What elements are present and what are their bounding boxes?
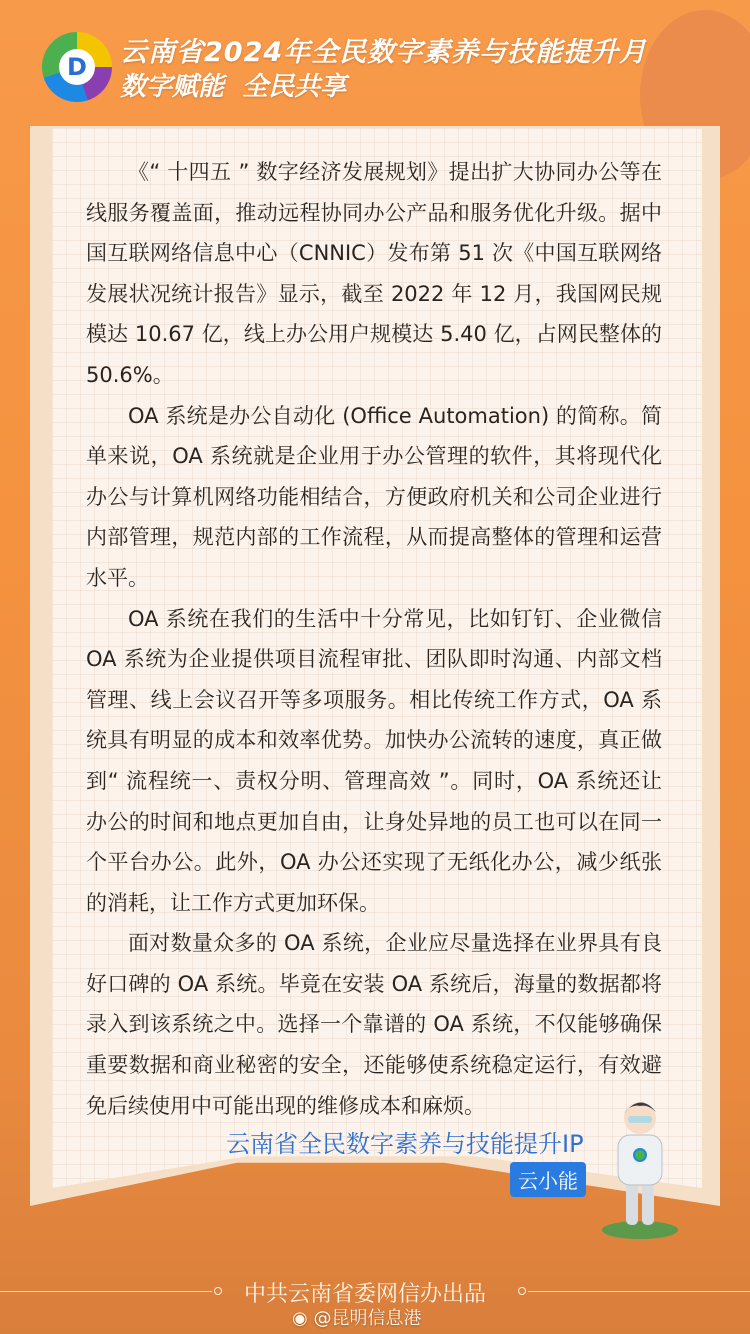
mascot-name-badge: 云小能 bbox=[510, 1162, 586, 1197]
weibo-watermark bbox=[292, 1304, 421, 1330]
publisher-credit: 中共云南省委网信办出品 bbox=[244, 1282, 487, 1307]
paragraph: OA 系统是办公自动化 (Office Automation) 的简称。简单来说，OA 系统就是企业用于办公管理的软件，其将现代化办公与计算机网络功能相结合，方便政府机关和公司企业进行内部管理，规范内部的工作流程，从而提高整体的管理和运营水平。 bbox=[86, 403, 662, 590]
page-title: 云南省2024年全民数字素养与技能提升月 bbox=[120, 37, 648, 68]
article-body bbox=[86, 152, 662, 1126]
paragraph: 《“ 十四五 ” 数字经济发展规划》提出扩大协同办公等在线服务覆盖面，推动远程协同办公产品和服务优化升级。据中国互联网络信息中心（CNNIC）发布第 51 次《中国互联网络发展状况统计报告》显示，截至 2022 年 12 月，我国网民规模达 10.67 亿，线上办公用户规模达 5.40 亿，占网民整体的 50.6%。 bbox=[86, 160, 662, 387]
footer-dot-left bbox=[214, 1287, 222, 1295]
footer-divider-left bbox=[0, 1291, 212, 1292]
ip-title: 云南省全民数字素养与技能提升IP bbox=[226, 1130, 584, 1158]
footer-divider-right bbox=[528, 1291, 750, 1292]
paragraph: 面对数量众多的 OA 系统，企业应尽量选择在业界具有良好口碑的 OA 系统。毕竟在安装 OA 系统后，海量的数据都将录入到该系统之中。选择一个靠谱的 OA 系统，不仅能够确保重要数据和商业秘密的安全，还能够使系统稳定运行，有效避免后续使用中可能出现的维修成本和麻烦。 bbox=[86, 931, 662, 1118]
paragraph: OA 系统在我们的生活中十分常见，比如钉钉、企业微信 OA 系统为企业提供项目流程审批、团队即时沟通、内部文档管理、线上会议召开等多项服务。相比传统工作方式，OA 系统具有明显的成本和效率优势。加快办公流转的速度，真正做到“ 流程统一、责权分明、管理高效 ”。同时，OA 系统还让办公的时间和地点更加自由，让身处异地的员工也可以在同一个平台办公。此外，OA 办公还实现了无纸化办公，减少纸张的消耗，让工作方式更加环保。 bbox=[86, 606, 662, 915]
footer-dot-right bbox=[518, 1287, 526, 1295]
weibo-icon: ◉ bbox=[292, 1308, 308, 1329]
campaign-logo: D bbox=[42, 32, 112, 102]
weibo-handle: @昆明信息港 bbox=[313, 1308, 422, 1329]
page-subtitle: 数字赋能 全民共享 bbox=[120, 72, 347, 102]
mascot-illustration bbox=[600, 1090, 680, 1240]
